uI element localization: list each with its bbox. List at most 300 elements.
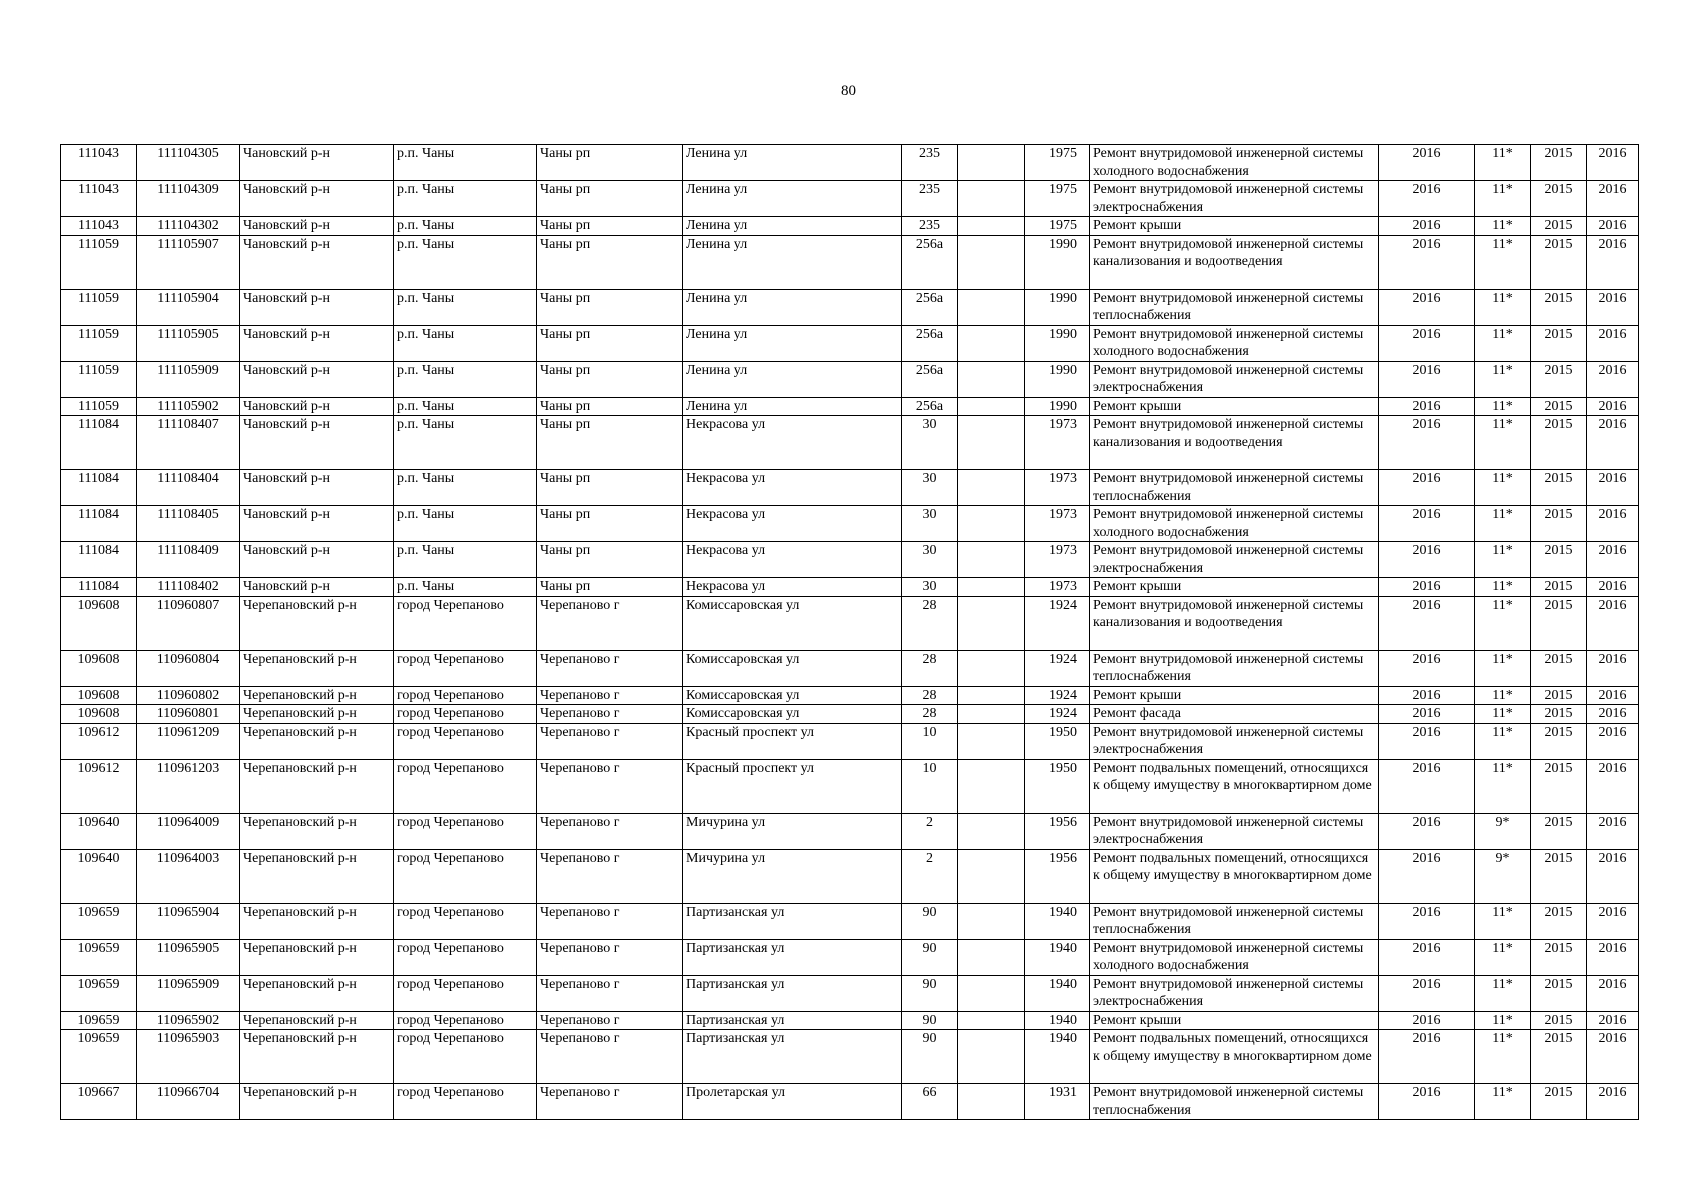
cell-floors: 11* [1475, 939, 1531, 975]
table-row [61, 686, 1639, 705]
cell-year-built: 1990 [1025, 361, 1090, 397]
cell-year-from: 2015 [1531, 181, 1587, 217]
cell-house-number: 30 [902, 416, 958, 470]
cell-street: Мичурина ул [683, 813, 902, 849]
cell-locality: Черепаново г [537, 650, 683, 686]
cell-plan-year: 2016 [1379, 416, 1475, 470]
cell-year-from: 2015 [1531, 975, 1587, 1011]
cell-floors: 11* [1475, 596, 1531, 650]
cell-plan-year: 2016 [1379, 181, 1475, 217]
cell-work-code: 111105907 [137, 235, 240, 289]
table-row [61, 596, 1639, 650]
cell-locality: Черепаново г [537, 596, 683, 650]
cell-building-id: 111043 [61, 217, 137, 236]
cell-house-number: 30 [902, 470, 958, 506]
cell-district: Черепановский р-н [240, 849, 394, 903]
cell-house-number: 28 [902, 686, 958, 705]
cell-work-type: Ремонт внутридомовой инженерной системы электроснабжения [1090, 975, 1379, 1011]
cell-work-code: 110964003 [137, 849, 240, 903]
cell-year-built: 1990 [1025, 397, 1090, 416]
cell-work-code: 110966704 [137, 1084, 240, 1120]
cell-building-id: 109608 [61, 596, 137, 650]
cell-building-id: 109659 [61, 1011, 137, 1030]
cell-floors: 11* [1475, 542, 1531, 578]
cell-plan-year: 2016 [1379, 813, 1475, 849]
cell-floors: 11* [1475, 903, 1531, 939]
cell-plan-year: 2016 [1379, 145, 1475, 181]
cell-plan-year: 2016 [1379, 975, 1475, 1011]
cell-house-number: 28 [902, 650, 958, 686]
table-row [61, 723, 1639, 759]
cell-work-type: Ремонт внутридомовой инженерной системы теплоснабжения [1090, 903, 1379, 939]
cell-floors: 11* [1475, 686, 1531, 705]
cell-street: Красный проспект ул [683, 759, 902, 813]
cell-year-from: 2015 [1531, 759, 1587, 813]
cell-year-from: 2015 [1531, 849, 1587, 903]
cell-annex [958, 181, 1025, 217]
cell-work-type: Ремонт внутридомовой инженерной системы канализования и водоотведения [1090, 416, 1379, 470]
cell-locality: Черепаново г [537, 813, 683, 849]
cell-house-number: 28 [902, 596, 958, 650]
cell-street: Некрасова ул [683, 416, 902, 470]
cell-work-type: Ремонт внутридомовой инженерной системы теплоснабжения [1090, 650, 1379, 686]
cell-year-to: 2016 [1587, 759, 1639, 813]
table-row [61, 1030, 1639, 1084]
cell-annex [958, 849, 1025, 903]
cell-settlement: р.п. Чаны [394, 470, 537, 506]
cell-building-id: 109612 [61, 759, 137, 813]
cell-settlement: город Черепаново [394, 975, 537, 1011]
cell-building-id: 111059 [61, 325, 137, 361]
cell-settlement: город Черепаново [394, 596, 537, 650]
cell-plan-year: 2016 [1379, 1084, 1475, 1120]
cell-year-to: 2016 [1587, 1011, 1639, 1030]
cell-settlement: р.п. Чаны [394, 235, 537, 289]
cell-locality: Черепаново г [537, 1011, 683, 1030]
cell-district: Чановский р-н [240, 397, 394, 416]
cell-floors: 9* [1475, 813, 1531, 849]
cell-floors: 11* [1475, 1011, 1531, 1030]
cell-year-to: 2016 [1587, 596, 1639, 650]
cell-work-code: 110964009 [137, 813, 240, 849]
cell-floors: 11* [1475, 289, 1531, 325]
cell-settlement: р.п. Чаны [394, 416, 537, 470]
cell-building-id: 111059 [61, 397, 137, 416]
cell-locality: Черепаново г [537, 1084, 683, 1120]
cell-floors: 11* [1475, 723, 1531, 759]
cell-work-type: Ремонт крыши [1090, 217, 1379, 236]
cell-building-id: 111059 [61, 235, 137, 289]
cell-work-type: Ремонт внутридомовой инженерной системы канализования и водоотведения [1090, 596, 1379, 650]
cell-district: Чановский р-н [240, 361, 394, 397]
cell-work-type: Ремонт фасада [1090, 705, 1379, 724]
cell-work-type: Ремонт крыши [1090, 397, 1379, 416]
table-row [61, 181, 1639, 217]
table-row [61, 542, 1639, 578]
cell-plan-year: 2016 [1379, 686, 1475, 705]
cell-year-built: 1973 [1025, 578, 1090, 597]
cell-year-from: 2015 [1531, 686, 1587, 705]
cell-year-to: 2016 [1587, 397, 1639, 416]
cell-work-code: 110965904 [137, 903, 240, 939]
cell-building-id: 111084 [61, 542, 137, 578]
cell-year-to: 2016 [1587, 1030, 1639, 1084]
cell-work-code: 111104305 [137, 145, 240, 181]
cell-locality: Чаны рп [537, 325, 683, 361]
cell-work-code: 111108407 [137, 416, 240, 470]
cell-work-code: 111105902 [137, 397, 240, 416]
cell-plan-year: 2016 [1379, 235, 1475, 289]
cell-year-built: 1973 [1025, 542, 1090, 578]
cell-year-from: 2015 [1531, 506, 1587, 542]
cell-district: Черепановский р-н [240, 705, 394, 724]
cell-work-code: 110960802 [137, 686, 240, 705]
cell-plan-year: 2016 [1379, 705, 1475, 724]
cell-year-from: 2015 [1531, 723, 1587, 759]
cell-district: Черепановский р-н [240, 650, 394, 686]
table-row [61, 705, 1639, 724]
cell-year-from: 2015 [1531, 1011, 1587, 1030]
cell-settlement: город Черепаново [394, 1084, 537, 1120]
cell-year-built: 1950 [1025, 759, 1090, 813]
cell-year-to: 2016 [1587, 506, 1639, 542]
cell-settlement: р.п. Чаны [394, 578, 537, 597]
cell-work-type: Ремонт внутридомовой инженерной системы холодного водоснабжения [1090, 939, 1379, 975]
cell-work-code: 111108404 [137, 470, 240, 506]
table-row [61, 939, 1639, 975]
cell-annex [958, 578, 1025, 597]
cell-year-built: 1975 [1025, 181, 1090, 217]
cell-year-from: 2015 [1531, 1084, 1587, 1120]
cell-street: Некрасова ул [683, 470, 902, 506]
cell-year-to: 2016 [1587, 416, 1639, 470]
cell-work-type: Ремонт внутридомовой инженерной системы канализования и водоотведения [1090, 235, 1379, 289]
cell-work-code: 110961209 [137, 723, 240, 759]
cell-work-type: Ремонт внутридомовой инженерной системы электроснабжения [1090, 181, 1379, 217]
cell-annex [958, 650, 1025, 686]
cell-settlement: р.п. Чаны [394, 325, 537, 361]
cell-work-code: 111108402 [137, 578, 240, 597]
cell-year-built: 1975 [1025, 217, 1090, 236]
cell-year-built: 1950 [1025, 723, 1090, 759]
cell-street: Ленина ул [683, 361, 902, 397]
cell-work-type: Ремонт внутридомовой инженерной системы холодного водоснабжения [1090, 506, 1379, 542]
cell-settlement: р.п. Чаны [394, 397, 537, 416]
table-row [61, 1084, 1639, 1120]
cell-house-number: 256а [902, 397, 958, 416]
cell-work-type: Ремонт внутридомовой инженерной системы холодного водоснабжения [1090, 145, 1379, 181]
cell-building-id: 109608 [61, 686, 137, 705]
cell-district: Чановский р-н [240, 217, 394, 236]
cell-year-to: 2016 [1587, 975, 1639, 1011]
cell-district: Черепановский р-н [240, 686, 394, 705]
cell-street: Некрасова ул [683, 578, 902, 597]
cell-street: Ленина ул [683, 145, 902, 181]
cell-house-number: 2 [902, 849, 958, 903]
cell-floors: 9* [1475, 849, 1531, 903]
cell-street: Мичурина ул [683, 849, 902, 903]
cell-year-to: 2016 [1587, 939, 1639, 975]
cell-settlement: город Черепаново [394, 813, 537, 849]
cell-district: Чановский р-н [240, 325, 394, 361]
cell-plan-year: 2016 [1379, 470, 1475, 506]
cell-locality: Черепаново г [537, 759, 683, 813]
cell-year-from: 2015 [1531, 705, 1587, 724]
cell-locality: Черепаново г [537, 939, 683, 975]
cell-year-from: 2015 [1531, 145, 1587, 181]
cell-building-id: 111043 [61, 145, 137, 181]
cell-year-built: 1956 [1025, 813, 1090, 849]
table-row [61, 1011, 1639, 1030]
cell-locality: Черепаново г [537, 723, 683, 759]
cell-district: Чановский р-н [240, 145, 394, 181]
table-row [61, 813, 1639, 849]
cell-building-id: 109640 [61, 849, 137, 903]
cell-plan-year: 2016 [1379, 506, 1475, 542]
cell-locality: Чаны рп [537, 181, 683, 217]
cell-locality: Чаны рп [537, 289, 683, 325]
cell-settlement: город Черепаново [394, 1011, 537, 1030]
cell-annex [958, 1011, 1025, 1030]
table-row [61, 578, 1639, 597]
cell-locality: Черепаново г [537, 903, 683, 939]
cell-year-to: 2016 [1587, 650, 1639, 686]
cell-floors: 11* [1475, 325, 1531, 361]
cell-work-type: Ремонт крыши [1090, 686, 1379, 705]
cell-work-type: Ремонт внутридомовой инженерной системы электроснабжения [1090, 813, 1379, 849]
cell-house-number: 235 [902, 145, 958, 181]
cell-plan-year: 2016 [1379, 759, 1475, 813]
cell-annex [958, 289, 1025, 325]
cell-year-built: 1956 [1025, 849, 1090, 903]
cell-house-number: 256а [902, 361, 958, 397]
cell-district: Черепановский р-н [240, 1011, 394, 1030]
cell-locality: Чаны рп [537, 506, 683, 542]
cell-building-id: 109608 [61, 650, 137, 686]
cell-plan-year: 2016 [1379, 217, 1475, 236]
cell-street: Ленина ул [683, 325, 902, 361]
cell-year-built: 1990 [1025, 325, 1090, 361]
cell-plan-year: 2016 [1379, 542, 1475, 578]
cell-annex [958, 686, 1025, 705]
cell-building-id: 109640 [61, 813, 137, 849]
cell-year-to: 2016 [1587, 217, 1639, 236]
repair-registry-table [60, 144, 1639, 1120]
cell-street: Партизанская ул [683, 975, 902, 1011]
cell-locality: Чаны рп [537, 397, 683, 416]
cell-street: Партизанская ул [683, 1030, 902, 1084]
cell-settlement: р.п. Чаны [394, 145, 537, 181]
cell-district: Черепановский р-н [240, 1084, 394, 1120]
cell-annex [958, 813, 1025, 849]
cell-settlement: р.п. Чаны [394, 542, 537, 578]
cell-year-to: 2016 [1587, 325, 1639, 361]
cell-district: Черепановский р-н [240, 1030, 394, 1084]
cell-settlement: р.п. Чаны [394, 217, 537, 236]
cell-building-id: 109608 [61, 705, 137, 724]
cell-work-code: 110965905 [137, 939, 240, 975]
cell-locality: Черепаново г [537, 1030, 683, 1084]
cell-year-to: 2016 [1587, 849, 1639, 903]
cell-work-code: 110965903 [137, 1030, 240, 1084]
cell-plan-year: 2016 [1379, 325, 1475, 361]
cell-annex [958, 1030, 1025, 1084]
cell-settlement: город Черепаново [394, 1030, 537, 1084]
cell-work-type: Ремонт внутридомовой инженерной системы холодного водоснабжения [1090, 325, 1379, 361]
table-row [61, 145, 1639, 181]
cell-year-built: 1940 [1025, 939, 1090, 975]
cell-year-from: 2015 [1531, 289, 1587, 325]
cell-floors: 11* [1475, 361, 1531, 397]
cell-plan-year: 2016 [1379, 289, 1475, 325]
cell-work-code: 110960801 [137, 705, 240, 724]
cell-year-built: 1924 [1025, 650, 1090, 686]
cell-year-to: 2016 [1587, 705, 1639, 724]
cell-settlement: р.п. Чаны [394, 181, 537, 217]
cell-floors: 11* [1475, 235, 1531, 289]
cell-building-id: 111059 [61, 289, 137, 325]
cell-year-built: 1924 [1025, 705, 1090, 724]
cell-street: Ленина ул [683, 397, 902, 416]
cell-floors: 11* [1475, 650, 1531, 686]
cell-district: Чановский р-н [240, 416, 394, 470]
cell-district: Чановский р-н [240, 506, 394, 542]
cell-year-built: 1990 [1025, 289, 1090, 325]
cell-district: Черепановский р-н [240, 975, 394, 1011]
cell-locality: Чаны рп [537, 217, 683, 236]
cell-year-built: 1940 [1025, 975, 1090, 1011]
cell-year-to: 2016 [1587, 686, 1639, 705]
cell-year-built: 1973 [1025, 506, 1090, 542]
table-row [61, 416, 1639, 470]
cell-year-built: 1924 [1025, 596, 1090, 650]
cell-floors: 11* [1475, 416, 1531, 470]
cell-annex [958, 325, 1025, 361]
cell-house-number: 10 [902, 723, 958, 759]
cell-house-number: 90 [902, 903, 958, 939]
table-body [61, 145, 1639, 1120]
cell-year-from: 2015 [1531, 596, 1587, 650]
table-row [61, 470, 1639, 506]
cell-annex [958, 723, 1025, 759]
cell-street: Партизанская ул [683, 939, 902, 975]
cell-street: Ленина ул [683, 217, 902, 236]
cell-settlement: р.п. Чаны [394, 361, 537, 397]
cell-floors: 11* [1475, 217, 1531, 236]
cell-annex [958, 705, 1025, 724]
cell-plan-year: 2016 [1379, 578, 1475, 597]
table-row [61, 650, 1639, 686]
cell-year-from: 2015 [1531, 903, 1587, 939]
cell-floors: 11* [1475, 506, 1531, 542]
cell-year-from: 2015 [1531, 235, 1587, 289]
cell-annex [958, 217, 1025, 236]
cell-year-built: 1975 [1025, 145, 1090, 181]
cell-year-from: 2015 [1531, 397, 1587, 416]
cell-annex [958, 361, 1025, 397]
cell-annex [958, 506, 1025, 542]
table-row [61, 903, 1639, 939]
cell-work-type: Ремонт внутридомовой инженерной системы электроснабжения [1090, 542, 1379, 578]
cell-locality: Черепаново г [537, 705, 683, 724]
cell-work-code: 111104302 [137, 217, 240, 236]
cell-street: Партизанская ул [683, 903, 902, 939]
cell-locality: Черепаново г [537, 686, 683, 705]
cell-house-number: 30 [902, 542, 958, 578]
cell-floors: 11* [1475, 470, 1531, 506]
cell-annex [958, 470, 1025, 506]
cell-house-number: 30 [902, 578, 958, 597]
cell-year-built: 1940 [1025, 1030, 1090, 1084]
cell-year-to: 2016 [1587, 361, 1639, 397]
cell-plan-year: 2016 [1379, 849, 1475, 903]
cell-year-from: 2015 [1531, 813, 1587, 849]
cell-floors: 11* [1475, 181, 1531, 217]
cell-year-to: 2016 [1587, 578, 1639, 597]
cell-work-code: 111108409 [137, 542, 240, 578]
cell-locality: Чаны рп [537, 542, 683, 578]
cell-year-built: 1940 [1025, 903, 1090, 939]
cell-plan-year: 2016 [1379, 1030, 1475, 1084]
cell-plan-year: 2016 [1379, 397, 1475, 416]
table-row [61, 325, 1639, 361]
cell-plan-year: 2016 [1379, 939, 1475, 975]
cell-year-from: 2015 [1531, 361, 1587, 397]
cell-work-type: Ремонт крыши [1090, 1011, 1379, 1030]
cell-annex [958, 235, 1025, 289]
cell-work-code: 110961203 [137, 759, 240, 813]
cell-house-number: 235 [902, 181, 958, 217]
cell-locality: Чаны рп [537, 416, 683, 470]
cell-house-number: 256а [902, 325, 958, 361]
cell-district: Чановский р-н [240, 181, 394, 217]
cell-plan-year: 2016 [1379, 596, 1475, 650]
cell-house-number: 235 [902, 217, 958, 236]
cell-settlement: город Черепаново [394, 759, 537, 813]
cell-building-id: 111059 [61, 361, 137, 397]
cell-building-id: 109659 [61, 903, 137, 939]
cell-district: Чановский р-н [240, 289, 394, 325]
cell-work-type: Ремонт подвальных помещений, относящихся к общему имуществу в многоквартирном доме [1090, 849, 1379, 903]
cell-plan-year: 2016 [1379, 1011, 1475, 1030]
cell-plan-year: 2016 [1379, 650, 1475, 686]
cell-street: Комиссаровская ул [683, 705, 902, 724]
page-number: 80 [841, 83, 856, 99]
cell-street: Ленина ул [683, 235, 902, 289]
table-row [61, 849, 1639, 903]
cell-annex [958, 759, 1025, 813]
cell-plan-year: 2016 [1379, 361, 1475, 397]
cell-work-type: Ремонт подвальных помещений, относящихся к общему имуществу в многоквартирном доме [1090, 1030, 1379, 1084]
cell-locality: Чаны рп [537, 361, 683, 397]
cell-work-code: 111104309 [137, 181, 240, 217]
cell-district: Чановский р-н [240, 235, 394, 289]
cell-settlement: город Черепаново [394, 705, 537, 724]
cell-street: Ленина ул [683, 181, 902, 217]
cell-house-number: 28 [902, 705, 958, 724]
cell-annex [958, 145, 1025, 181]
cell-street: Комиссаровская ул [683, 686, 902, 705]
cell-settlement: город Черепаново [394, 686, 537, 705]
cell-work-code: 110965902 [137, 1011, 240, 1030]
cell-year-to: 2016 [1587, 813, 1639, 849]
cell-annex [958, 416, 1025, 470]
cell-locality: Чаны рп [537, 145, 683, 181]
cell-street: Комиссаровская ул [683, 596, 902, 650]
cell-district: Черепановский р-н [240, 813, 394, 849]
cell-building-id: 111084 [61, 506, 137, 542]
cell-plan-year: 2016 [1379, 723, 1475, 759]
